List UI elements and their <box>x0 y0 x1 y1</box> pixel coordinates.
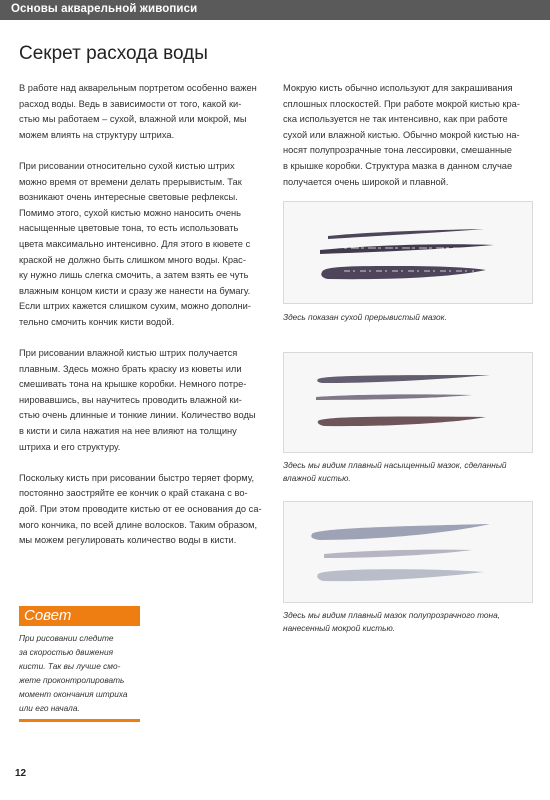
tip-bottom-rule <box>19 719 140 722</box>
wet-brush-strokes-image <box>284 502 532 602</box>
running-header-title: Основы акварельной живописи <box>11 3 198 15</box>
dry-brush-strokes-photo <box>283 201 533 304</box>
tip-text: При рисовании следите за скоростью движения кисти. Так вы лучше смо- жете проконтролировать момент окончания штриха или его начала. <box>19 633 128 713</box>
damp-stroke-3 <box>318 416 486 426</box>
paragraph: При рисовании относительно сухой кистью штрих можно время от времени делать прерывистым. Так возникают очень интересные световые рефлексы. Помимо этого, сухой кистью можно наносить очень насыщенные цветовые тона, то есть использовать цвета максимально интенсивно. Для этого в кювете с краской не должно быть слишком много воды. Крас- ку нужно лишь слегка смочить, а затем взять ее чуть влажным концом кисти и сразу же нанести на бумагу. Если штрих кажется слишком сухим, можно дополни- тельно смочить кончик кисти водой. <box>19 160 251 327</box>
caption-dry-stroke: Здесь показан сухой прерывистый мазок. <box>283 312 447 322</box>
running-header <box>0 0 550 20</box>
paragraph: В работе над акварельным портретом особенно важен расход воды. Ведь в зависимости от того, какой ки- стью мы работаем – сухой, влажной или мокрой, мы можем влиять на структуру штриха. <box>19 83 257 140</box>
dry-stroke-1 <box>328 229 484 239</box>
paragraph: Мокрую кисть обычно используют для закрашивания сплошных плоскостей. При работе мокрой кистью кра- ска используется не так интенсивно, как при работе сухой или влажной кистью. Обычно мокрой кистью на- носят полупрозрачные тона лессировки, смешанные в крышке коробки. Структура мазка в данном случае получается очень широкой и плавной. <box>283 83 520 187</box>
dry-brush-strokes-image <box>284 202 532 303</box>
damp-stroke-1 <box>317 375 490 383</box>
damp-stroke-2 <box>316 394 472 400</box>
section-title: Секрет расхода воды <box>19 43 208 64</box>
paragraph: Поскольку кисть при рисовании быстро теряет форму, постоянно заостряйте ее кончик о край стакана с во- дой. При этом проводите кистью от ее основания до са- мого кончика, по всей длине волосков. Таким образом, мы можем регулировать количество воды в кисти. <box>19 472 262 546</box>
dry-stroke-2 <box>320 244 494 254</box>
damp-brush-strokes-photo <box>283 352 533 453</box>
page-number: 12 <box>15 768 27 779</box>
left-text-column <box>19 81 266 564</box>
wet-stroke-3 <box>317 569 484 581</box>
damp-brush-strokes-image <box>284 353 532 452</box>
right-text-column <box>283 81 531 206</box>
paragraph: При рисовании влажной кистью штрих получается плавным. Здесь можно брать краску из кюветы или смешивать тона на крышке коробки. Немного потре- нировавшись, вы научитесь проводить влажной ки- стью очень длинные и тонкие линии. Количество воды в кисти и сила нажатия на нее влияют на толщину штриха и его структуру. <box>19 348 256 452</box>
wet-stroke-1 <box>311 524 490 540</box>
caption-damp-stroke: Здесь мы видим плавный насыщенный мазок, сделанный влажной кистью. <box>283 460 507 483</box>
caption-wet-stroke: Здесь мы видим плавный мазок полупрозрачного тона, нанесенный мокрой кистью. <box>283 610 501 633</box>
wet-stroke-2 <box>324 550 472 558</box>
wet-brush-strokes-photo <box>283 501 533 603</box>
tip-title: Совет <box>24 607 72 624</box>
tip-heading-bar <box>19 606 140 626</box>
dry-stroke-3 <box>321 266 486 279</box>
